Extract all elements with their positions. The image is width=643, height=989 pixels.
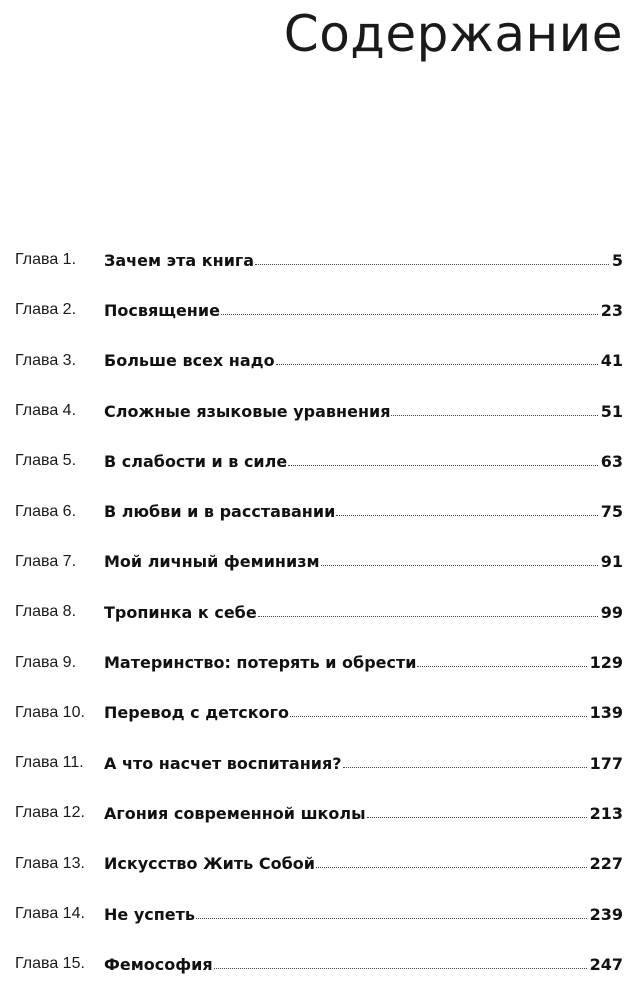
toc-entry-chapter-10[interactable] <box>15 688 623 738</box>
chapter-label: Глава 6. <box>15 502 77 520</box>
chapter-title: Больше всех надо <box>104 351 275 371</box>
page-number: 41 <box>600 351 623 371</box>
page-number: 63 <box>600 451 623 471</box>
dot-leader <box>258 616 598 617</box>
page-number: 213 <box>589 803 623 823</box>
page-number: 23 <box>600 300 623 320</box>
chapter-label: Глава 11. <box>15 754 84 772</box>
chapter-title: Сложные языковые уравнения <box>104 401 391 421</box>
chapter-title: Агония современной школы <box>104 803 366 823</box>
toc-entry-chapter-2[interactable] <box>15 285 623 335</box>
chapter-title: Зачем эта книга <box>104 250 255 270</box>
page-number: 75 <box>600 502 623 522</box>
page-number: 99 <box>600 602 623 622</box>
chapter-title: Фемософия <box>104 954 213 974</box>
dot-leader <box>367 817 587 818</box>
chapter-title: Тропинка к себе <box>104 602 257 622</box>
toc-entry-chapter-1[interactable] <box>15 235 623 285</box>
toc-entry-chapter-14[interactable] <box>15 889 623 939</box>
chapter-label: Глава 9. <box>15 653 77 671</box>
toc-entry-chapter-8[interactable] <box>15 587 623 637</box>
chapter-title: А что насчет воспитания? <box>104 753 342 773</box>
dot-leader <box>276 364 598 365</box>
page-number: 91 <box>600 552 623 572</box>
dot-leader <box>196 918 587 919</box>
chapter-label: Глава 2. <box>15 301 77 319</box>
page-number: 247 <box>589 954 623 974</box>
dot-leader <box>391 415 597 416</box>
dot-leader <box>290 716 587 717</box>
chapter-title: Материнство: потерять и обрести <box>104 653 417 673</box>
toc-entry-chapter-5[interactable] <box>15 436 623 486</box>
dot-leader <box>417 666 586 667</box>
chapter-label: Глава 15. <box>15 955 85 973</box>
chapter-title: Мой личный феминизм <box>104 552 320 572</box>
toc-entry-chapter-13[interactable] <box>15 839 623 889</box>
toc-entry-chapter-4[interactable] <box>15 386 623 436</box>
dot-leader <box>288 465 598 466</box>
toc-entry-chapter-7[interactable] <box>15 537 623 587</box>
chapter-title: Искусство Жить Собой <box>104 854 315 874</box>
chapter-title: Не успеть <box>104 904 196 924</box>
table-of-contents <box>15 235 623 989</box>
chapter-title: В любви и в расставании <box>104 502 336 522</box>
dot-leader <box>316 867 587 868</box>
toc-entry-chapter-15[interactable] <box>15 939 623 989</box>
toc-entry-chapter-9[interactable] <box>15 637 623 687</box>
dot-leader <box>214 968 587 969</box>
toc-entry-chapter-6[interactable] <box>15 486 623 536</box>
chapter-title: Посвящение <box>104 300 220 320</box>
chapter-label: Глава 4. <box>15 402 77 420</box>
page-number: 177 <box>589 753 623 773</box>
dot-leader <box>336 515 597 516</box>
chapter-title: В слабости и в силе <box>104 451 288 471</box>
chapter-label: Глава 12. <box>15 804 85 822</box>
chapter-label: Глава 3. <box>15 351 77 369</box>
page-number: 129 <box>589 653 623 673</box>
chapter-label: Глава 13. <box>15 854 85 872</box>
dot-leader <box>255 264 609 265</box>
chapter-label: Глава 5. <box>15 452 77 470</box>
toc-entry-chapter-11[interactable] <box>15 738 623 788</box>
page-number: 5 <box>611 250 623 270</box>
chapter-label: Глава 10. <box>15 703 85 721</box>
toc-entry-chapter-12[interactable] <box>15 788 623 838</box>
page-number: 239 <box>589 904 623 924</box>
page-number: 51 <box>600 401 623 421</box>
dot-leader <box>321 565 598 566</box>
chapter-label: Глава 8. <box>15 603 77 621</box>
page-title: Содержание <box>283 5 623 63</box>
dot-leader <box>221 314 598 315</box>
chapter-label: Глава 7. <box>15 552 77 570</box>
page-number: 139 <box>589 703 623 723</box>
toc-entry-chapter-3[interactable] <box>15 336 623 386</box>
chapter-title: Перевод с детского <box>104 703 289 723</box>
chapter-label: Глава 14. <box>15 905 85 922</box>
page-number: 227 <box>589 854 623 874</box>
dot-leader <box>343 767 587 768</box>
chapter-label: Глава 1. <box>15 251 77 269</box>
